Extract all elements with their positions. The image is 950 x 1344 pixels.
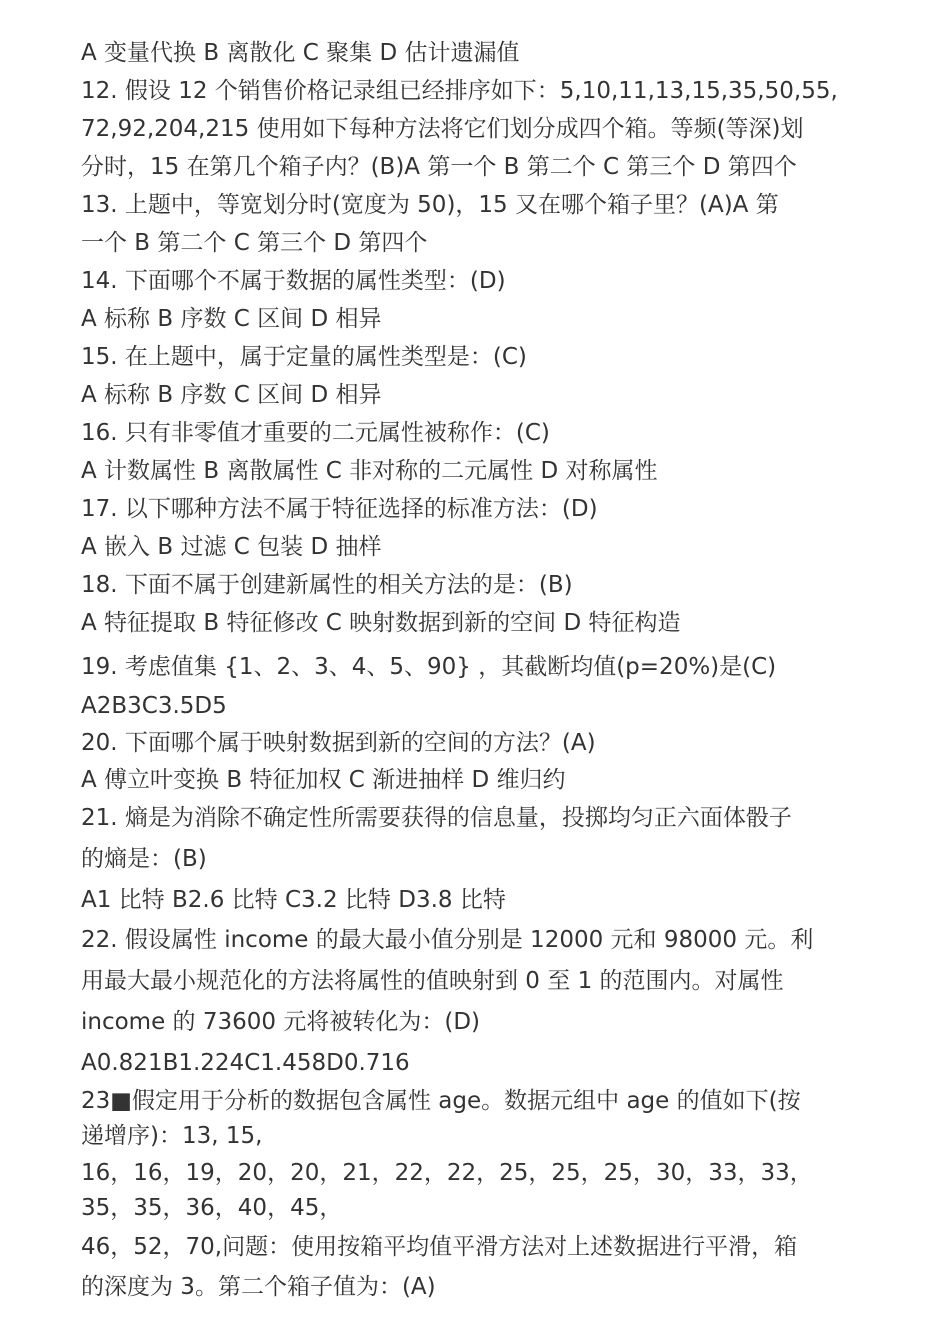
question-21-options: A1 比特 B2.6 比特 C3.2 比特 D3.8 比特 [81, 887, 506, 913]
question-21-line-2: 的熵是：(B) [81, 846, 207, 872]
question-18-options: A 特征提取 B 特征修改 C 映射数据到新的空间 D 特征构造 [81, 610, 681, 636]
question-19: 19. 考虑值集 {1、2、3、4、5、90} ，其截断均值(p=20%)是(C) [81, 654, 777, 680]
question-23-line-1: 23■假定用于分析的数据包含属性 age。数据元组中 age 的值如下(按 [81, 1088, 801, 1114]
question-17-options: A 嵌入 B 过滤 C 包装 D 抽样 [81, 534, 382, 560]
question-19-options: A2B3C3.5D5 [81, 693, 227, 719]
question-23-line-5: 46，52，70,问题：使用按箱平均值平滑方法对上述数据进行平滑，箱 [81, 1234, 798, 1260]
question-22-line-3: income 的 73600 元将被转化为：(D) [81, 1009, 480, 1035]
question-22-options: A0.821B1.224C1.458D0.716 [81, 1050, 410, 1076]
question-20: 20. 下面哪个属于映射数据到新的空间的方法？(A) [81, 730, 596, 756]
question-16: 16. 只有非零值才重要的二元属性被称作：(C) [81, 420, 550, 446]
question-15-options: A 标称 B 序数 C 区间 D 相异 [81, 382, 382, 408]
question-12-line-2: 72,92,204,215 使用如下每种方法将它们划分成四个箱。等频(等深)划 [81, 116, 804, 142]
question-21-line-1: 21. 熵是为消除不确定性所需要获得的信息量，投掷均匀正六面体骰子 [81, 805, 792, 831]
question-23-line-6: 的深度为 3。第二个箱子值为：(A) [81, 1274, 436, 1300]
question-15: 15. 在上题中，属于定量的属性类型是：(C) [81, 344, 527, 370]
question-12-line-1: 12. 假设 12 个销售价格记录组已经排序如下：5,10,11,13,15,35,50,55, [81, 78, 838, 104]
question-18: 18. 下面不属于创建新属性的相关方法的是：(B) [81, 572, 573, 598]
question-14: 14. 下面哪个不属于数据的属性类型：(D) [81, 268, 506, 294]
question-20-options: A 傅立叶变换 B 特征加权 C 渐进抽样 D 维归约 [81, 767, 566, 793]
question-23-line-4: 35，35，36，40，45， [81, 1195, 343, 1221]
question-22-line-2: 用最大最小规范化的方法将属性的值映射到 0 至 1 的范围内。对属性 [81, 968, 784, 994]
question-22-line-1: 22. 假设属性 income 的最大最小值分别是 12000 元和 98000 元。利 [81, 927, 814, 953]
question-16-options: A 计数属性 B 离散属性 C 非对称的二元属性 D 对称属性 [81, 458, 658, 484]
question-23-line-3: 16，16，19，20，20，21，22，22，25，25，25，30，33，33， [81, 1160, 813, 1186]
question-13-line-1: 13. 上题中，等宽划分时(宽度为 50)，15 又在哪个箱子里？(A)A 第 [81, 192, 779, 218]
text-line: A 变量代换 B 离散化 C 聚集 D 估计遗漏值 [81, 40, 520, 66]
question-14-options: A 标称 B 序数 C 区间 D 相异 [81, 306, 382, 332]
question-13-line-2: 一个 B 第二个 C 第三个 D 第四个 [81, 230, 428, 256]
question-12-line-3: 分时，15 在第几个箱子内？(B)A 第一个 B 第二个 C 第三个 D 第四个 [81, 154, 797, 180]
question-17: 17. 以下哪种方法不属于特征选择的标准方法：(D) [81, 496, 598, 522]
question-23-line-2: 递增序)：13, 15, [81, 1123, 263, 1149]
